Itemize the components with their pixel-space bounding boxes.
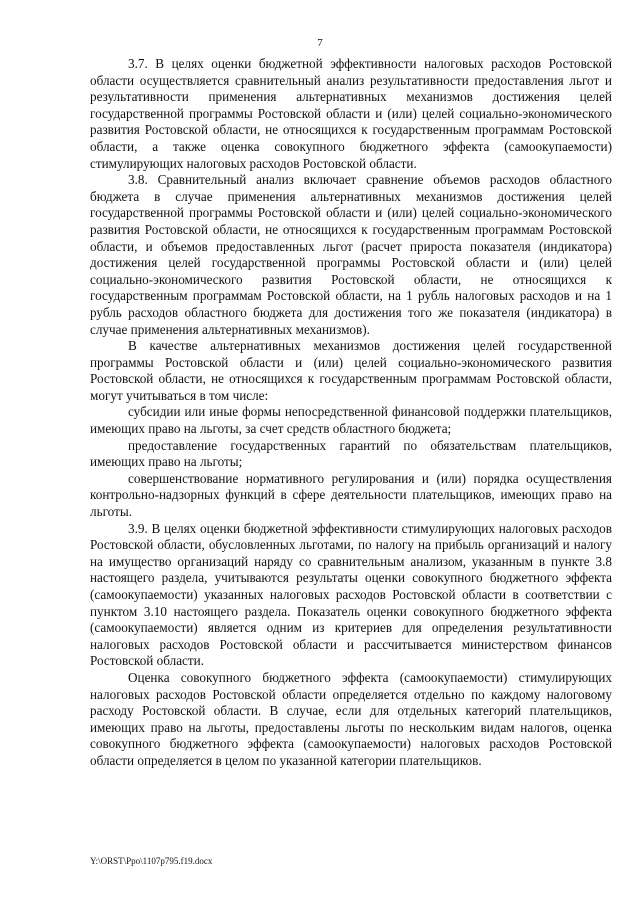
paragraph-regulation: совершенствование нормативного регулирования и (или) порядка осуществления контрольно-надзорных функций в сфере деятельности плательщиков, имеющих право на льготы. <box>90 470 612 520</box>
paragraph-alternative-mechanisms: В качестве альтернативных механизмов достижения целей государственной программы Ростовской области и (или) целей социально-экономического развития Ростовской области, не относящихся к государственным программам Ростовской области, могут учитываться в том числе: <box>90 338 612 403</box>
paragraph-3-8: 3.8. Сравнительный анализ включает сравнение объемов расходов областного бюджета в случае применения альтернативных механизмов достижения целей государственной программы Ростовской области и (или) целей социально-экономического развития Ростовской области, не относящихся к государственным программам Ростовской области, и объемов предоставленных льгот (расчет прироста показателя (индикатора) достижения целей государственной программы Ростовской области и (или) целей социально-экономического развития Ростовской области, не относящихся к государственным программам Ростовской области, на 1 рубль налоговых расходов и на 1 рубль расходов областного бюджета для достижения того же показателя (индикатора) в случае применения альтернативных механизмов). <box>90 172 612 337</box>
page-number: 7 <box>317 37 323 49</box>
paragraph-guarantees: предоставление государственных гарантий по обязательствам плательщиков, имеющих право на льготы; <box>90 437 612 470</box>
file-path-footer: Y:\ORST\Ppo\1107p795.f19.docx <box>90 856 213 866</box>
paragraph-3-9: 3.9. В целях оценки бюджетной эффективности стимулирующих налоговых расходов Ростовской области, обусловленных льготами, по налогу на прибыль организаций и налогу на имущество организаций наряду со сравнительным анализом, указанным в пункте 3.8 настоящего раздела, учитываются результаты оценки совокупного бюджетного эффекта (самоокупаемости) указанных налоговых расходов Ростовской области в соответствии с пунктом 3.10 настоящего раздела. Показатель оценки совокупного бюджетного эффекта (самоокупаемости) является одним из критериев для определения результативности налоговых расходов Ростовской области и рассчитывается министерством финансов Ростовской области. <box>90 520 612 669</box>
paragraph-subsidies: субсидии или иные формы непосредственной финансовой поддержки плательщиков, имеющих право на льготы, за счет средств областного бюджета; <box>90 404 612 437</box>
document-body <box>90 56 612 770</box>
paragraph-3-7: 3.7. В целях оценки бюджетной эффективности налоговых расходов Ростовской области осуществляется сравнительный анализ результативности предоставления льгот и результативности применения альтернативных механизмов достижения целей государственной программы Ростовской области и (или) целей социально-экономического развития Ростовской области, не относящихся к государственным программам Ростовской области, а также оценка совокупного бюджетного эффекта (самоокупаемости) стимулирующих налоговых расходов Ростовской области. <box>90 56 612 171</box>
paragraph-assessment: Оценка совокупного бюджетного эффекта (самоокупаемости) стимулирующих налоговых расходов Ростовской области определяется отдельно по каждому налоговому расходу Ростовской области. В случае, если для отдельных категорий плательщиков, имеющих право на льготы, предоставлены льготы по нескольким видам налогов, оценка совокупного бюджетного эффекта (самоокупаемости) налоговых расходов Ростовской области определяется в целом по указанной категории плательщиков. <box>90 669 612 768</box>
